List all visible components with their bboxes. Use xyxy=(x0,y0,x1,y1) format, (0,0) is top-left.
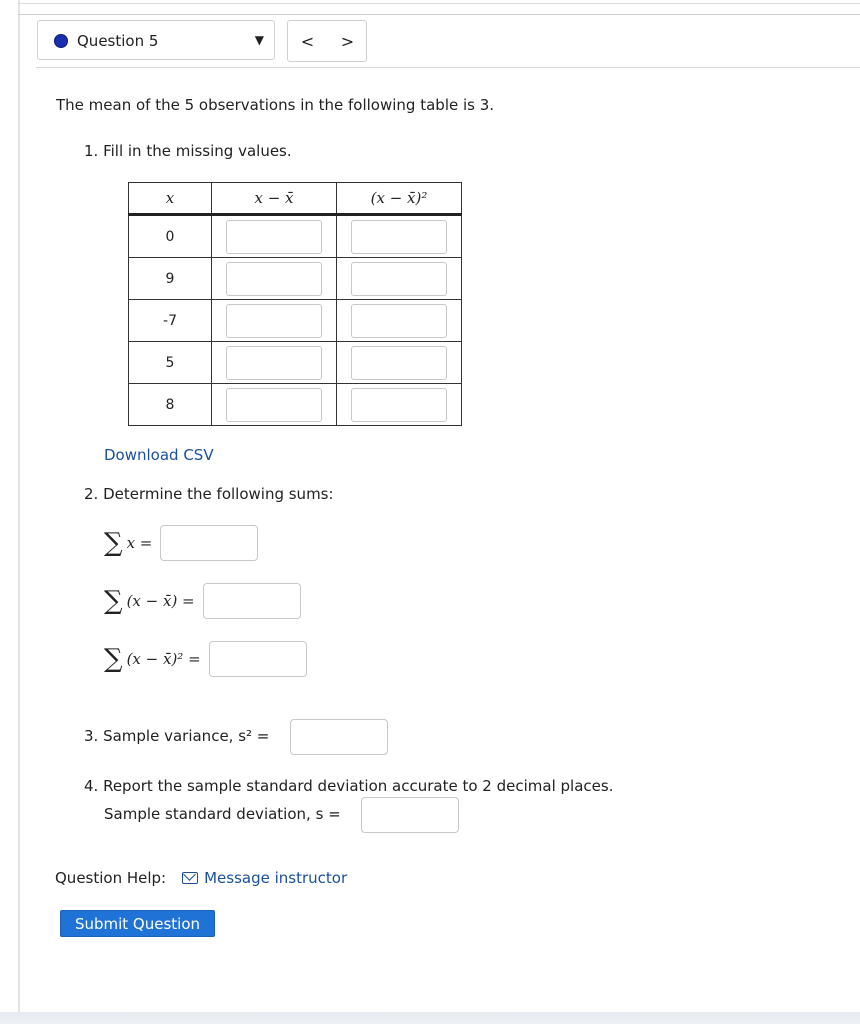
mail-icon xyxy=(182,872,198,884)
squared-deviation-input[interactable] xyxy=(351,388,447,422)
question-nav xyxy=(287,20,367,62)
left-rail xyxy=(0,0,20,1012)
sum-deviation-expression: (x − x̄) = xyxy=(126,592,195,610)
top-divider xyxy=(18,3,860,4)
submit-question-button[interactable]: Submit Question xyxy=(60,910,215,937)
squared-deviation-input[interactable] xyxy=(351,304,447,338)
header-squared-deviation: (x − x̄)² xyxy=(337,183,462,215)
deviation-input[interactable] xyxy=(226,346,322,380)
download-csv-link[interactable]: Download CSV xyxy=(104,446,214,464)
bottom-scrollbar[interactable] xyxy=(0,1012,860,1024)
sigma-symbol: ∑ xyxy=(104,644,123,674)
observation-table xyxy=(128,182,462,426)
squared-deviation-input[interactable] xyxy=(351,220,447,254)
step-4-text: 4. Report the sample standard deviation accurate to 2 decimal places. xyxy=(84,777,614,795)
sum-squared-deviation-row xyxy=(104,641,307,677)
sample-sd-input[interactable] xyxy=(361,797,459,833)
step-2-text: 2. Determine the following sums: xyxy=(84,485,334,503)
top-divider-2 xyxy=(18,14,860,15)
table-row xyxy=(129,215,462,258)
deviation-input[interactable] xyxy=(226,262,322,296)
table-row xyxy=(129,384,462,426)
x-value: 5 xyxy=(129,342,212,384)
x-value: 9 xyxy=(129,258,212,300)
deviation-input[interactable] xyxy=(226,388,322,422)
deviation-input[interactable] xyxy=(226,220,322,254)
x-value: 8 xyxy=(129,384,212,426)
table-row xyxy=(129,258,462,300)
previous-question-button[interactable]: < xyxy=(300,31,315,51)
table-row xyxy=(129,300,462,342)
deviation-input[interactable] xyxy=(226,304,322,338)
nav-divider xyxy=(36,67,860,68)
message-instructor-link[interactable]: Message instructor xyxy=(204,869,348,887)
question-prompt: The mean of the 5 observations in the following table is 3. xyxy=(56,96,495,114)
table-row xyxy=(129,342,462,384)
header-deviation: x − x̄ xyxy=(212,183,337,215)
squared-deviation-input[interactable] xyxy=(351,346,447,380)
sum-squared-deviation-expression: (x − x̄)² = xyxy=(126,650,201,668)
step-3-text: 3. Sample variance, s² = xyxy=(84,727,270,745)
question-label: Question 5 xyxy=(77,32,159,50)
dropdown-caret-icon: ▼ xyxy=(254,33,264,47)
sum-deviation-row xyxy=(104,583,301,619)
sample-variance-input[interactable] xyxy=(290,719,388,755)
sigma-symbol: ∑ xyxy=(104,528,123,558)
x-value: 0 xyxy=(129,215,212,258)
sigma-symbol: ∑ xyxy=(104,586,123,616)
question-status-dot-icon xyxy=(54,34,68,48)
header-x: x xyxy=(129,183,212,215)
squared-deviation-input[interactable] xyxy=(351,262,447,296)
sum-x-row xyxy=(104,525,258,561)
sum-squared-deviation-input[interactable] xyxy=(209,641,307,677)
question-selector[interactable] xyxy=(37,20,275,60)
step-4-sd-label: Sample standard deviation, s = xyxy=(104,805,341,823)
sum-deviation-input[interactable] xyxy=(203,583,301,619)
question-help-label: Question Help: xyxy=(55,869,167,887)
next-question-button[interactable]: > xyxy=(340,31,355,51)
sum-x-input[interactable] xyxy=(160,525,258,561)
step-1-text: 1. Fill in the missing values. xyxy=(84,142,292,160)
sum-x-expression: x = xyxy=(126,534,153,552)
question-help xyxy=(55,869,347,887)
x-value: -7 xyxy=(129,300,212,342)
